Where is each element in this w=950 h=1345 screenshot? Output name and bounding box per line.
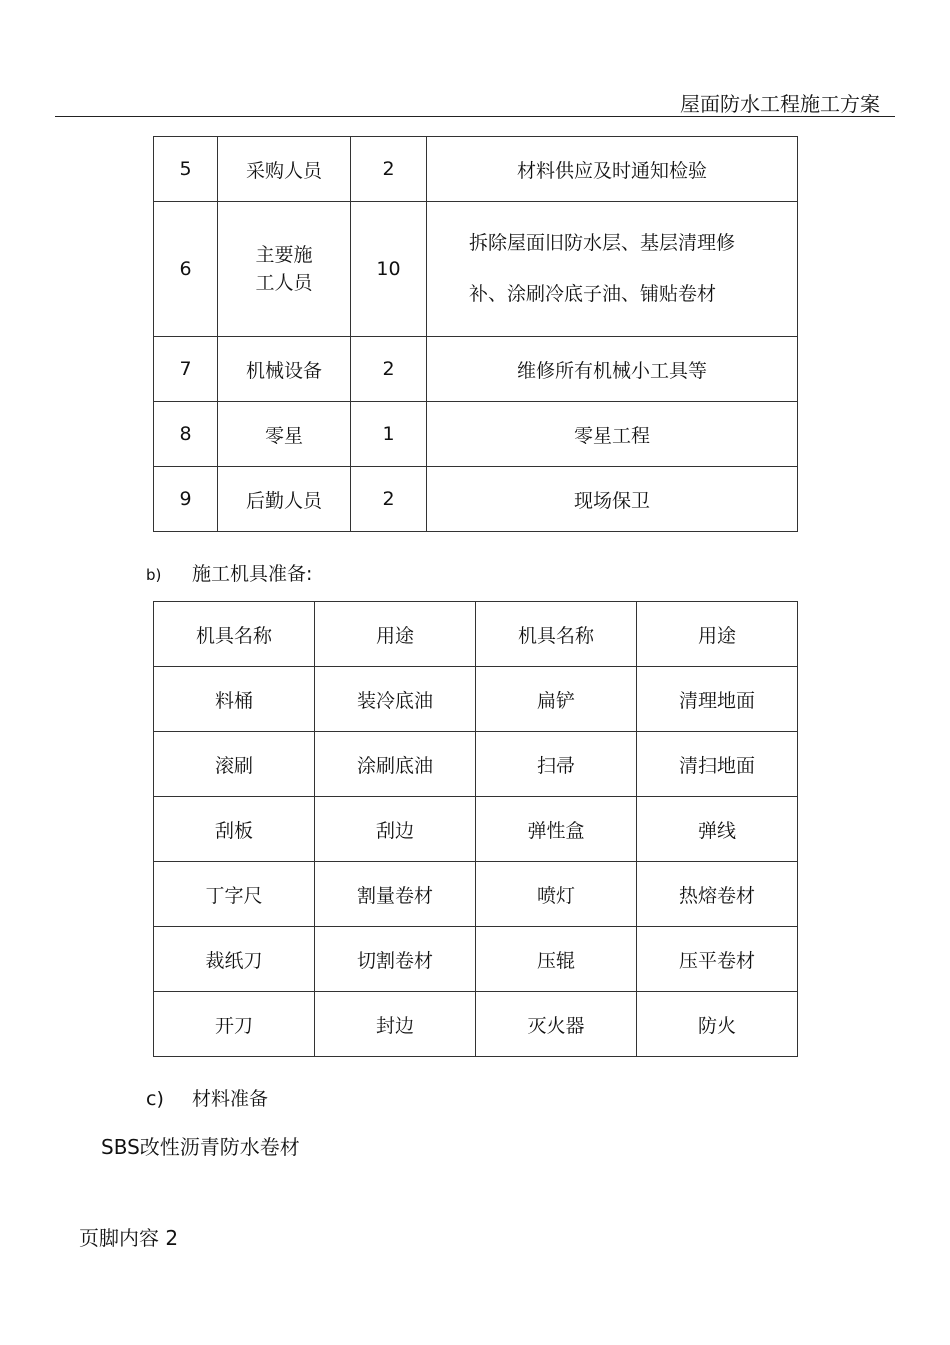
tools-header: 用途 — [315, 602, 476, 667]
tools-header: 用途 — [637, 602, 798, 667]
staff-count: 1 — [351, 402, 427, 467]
staff-role: 零星 — [218, 402, 351, 467]
table-row — [154, 797, 798, 862]
tool-name: 丁字尺 — [154, 862, 315, 927]
table-row — [154, 862, 798, 927]
tool-name: 料桶 — [154, 667, 315, 732]
tools-header: 机具名称 — [476, 602, 637, 667]
section-b-marker: b) — [146, 566, 162, 584]
tool-name: 开刀 — [154, 992, 315, 1057]
table-row — [154, 992, 798, 1057]
table-row — [154, 732, 798, 797]
staff-duty: 维修所有机械小工具等 — [427, 337, 798, 402]
tool-name: 弹性盒 — [476, 797, 637, 862]
page-header-title: 屋面防水工程施工方案 — [680, 92, 880, 116]
table-row — [154, 927, 798, 992]
staff-duty: 材料供应及时通知检验 — [427, 137, 798, 202]
tool-name: 扁铲 — [476, 667, 637, 732]
staff-duty-line: 拆除屋面旧防水层、基层清理修 — [469, 232, 736, 254]
staff-duty: 现场保卫 — [427, 467, 798, 532]
tool-use: 压平卷材 — [637, 927, 798, 992]
staff-role: 机械设备 — [218, 337, 351, 402]
header-divider — [55, 116, 895, 117]
tools-table — [153, 601, 798, 1057]
section-c-marker: c) — [146, 1088, 164, 1110]
tool-use: 弹线 — [637, 797, 798, 862]
tool-use: 清理地面 — [637, 667, 798, 732]
section-c-title: 材料准备 — [192, 1088, 269, 1110]
material-item: SBS改性沥青防水卷材 — [101, 1135, 300, 1159]
tool-name: 扫帚 — [476, 732, 637, 797]
tool-use: 防火 — [637, 992, 798, 1057]
table-row — [154, 402, 798, 467]
table-row — [154, 337, 798, 402]
staff-no: 9 — [154, 467, 218, 532]
tool-name: 灭火器 — [476, 992, 637, 1057]
tool-name: 压辊 — [476, 927, 637, 992]
tool-use: 涂刷底油 — [315, 732, 476, 797]
tool-name: 裁纸刀 — [154, 927, 315, 992]
staff-table — [153, 136, 798, 532]
staff-role: 后勤人员 — [218, 467, 351, 532]
staff-role: 主要施工人员 — [255, 244, 313, 294]
tool-use: 热熔卷材 — [637, 862, 798, 927]
tools-header: 机具名称 — [154, 602, 315, 667]
staff-no: 5 — [154, 137, 218, 202]
tool-use: 封边 — [315, 992, 476, 1057]
staff-role: 采购人员 — [218, 137, 351, 202]
staff-no: 8 — [154, 402, 218, 467]
page-footer: 页脚内容 2 — [79, 1226, 179, 1250]
tool-use: 切割卷材 — [315, 927, 476, 992]
staff-role-cell — [218, 202, 351, 337]
section-b-title: 施工机具准备: — [192, 563, 313, 585]
tool-name: 滚刷 — [154, 732, 315, 797]
staff-count: 2 — [351, 137, 427, 202]
table-row — [154, 137, 798, 202]
staff-no: 7 — [154, 337, 218, 402]
tool-use: 装冷底油 — [315, 667, 476, 732]
table-row — [154, 667, 798, 732]
table-row — [154, 202, 798, 337]
table-header-row — [154, 602, 798, 667]
staff-duty-cell — [427, 202, 798, 337]
tool-use: 刮边 — [315, 797, 476, 862]
staff-count: 2 — [351, 467, 427, 532]
tool-use: 清扫地面 — [637, 732, 798, 797]
tool-use: 割量卷材 — [315, 862, 476, 927]
staff-count: 2 — [351, 337, 427, 402]
section-c-heading — [146, 1084, 268, 1111]
staff-duty-line: 补、涂刷冷底子油、铺贴卷材 — [469, 283, 717, 305]
tool-name: 刮板 — [154, 797, 315, 862]
table-row — [154, 467, 798, 532]
section-b-heading — [146, 559, 312, 586]
staff-count: 10 — [351, 202, 427, 337]
staff-duty: 零星工程 — [427, 402, 798, 467]
tool-name: 喷灯 — [476, 862, 637, 927]
staff-no: 6 — [154, 202, 218, 337]
